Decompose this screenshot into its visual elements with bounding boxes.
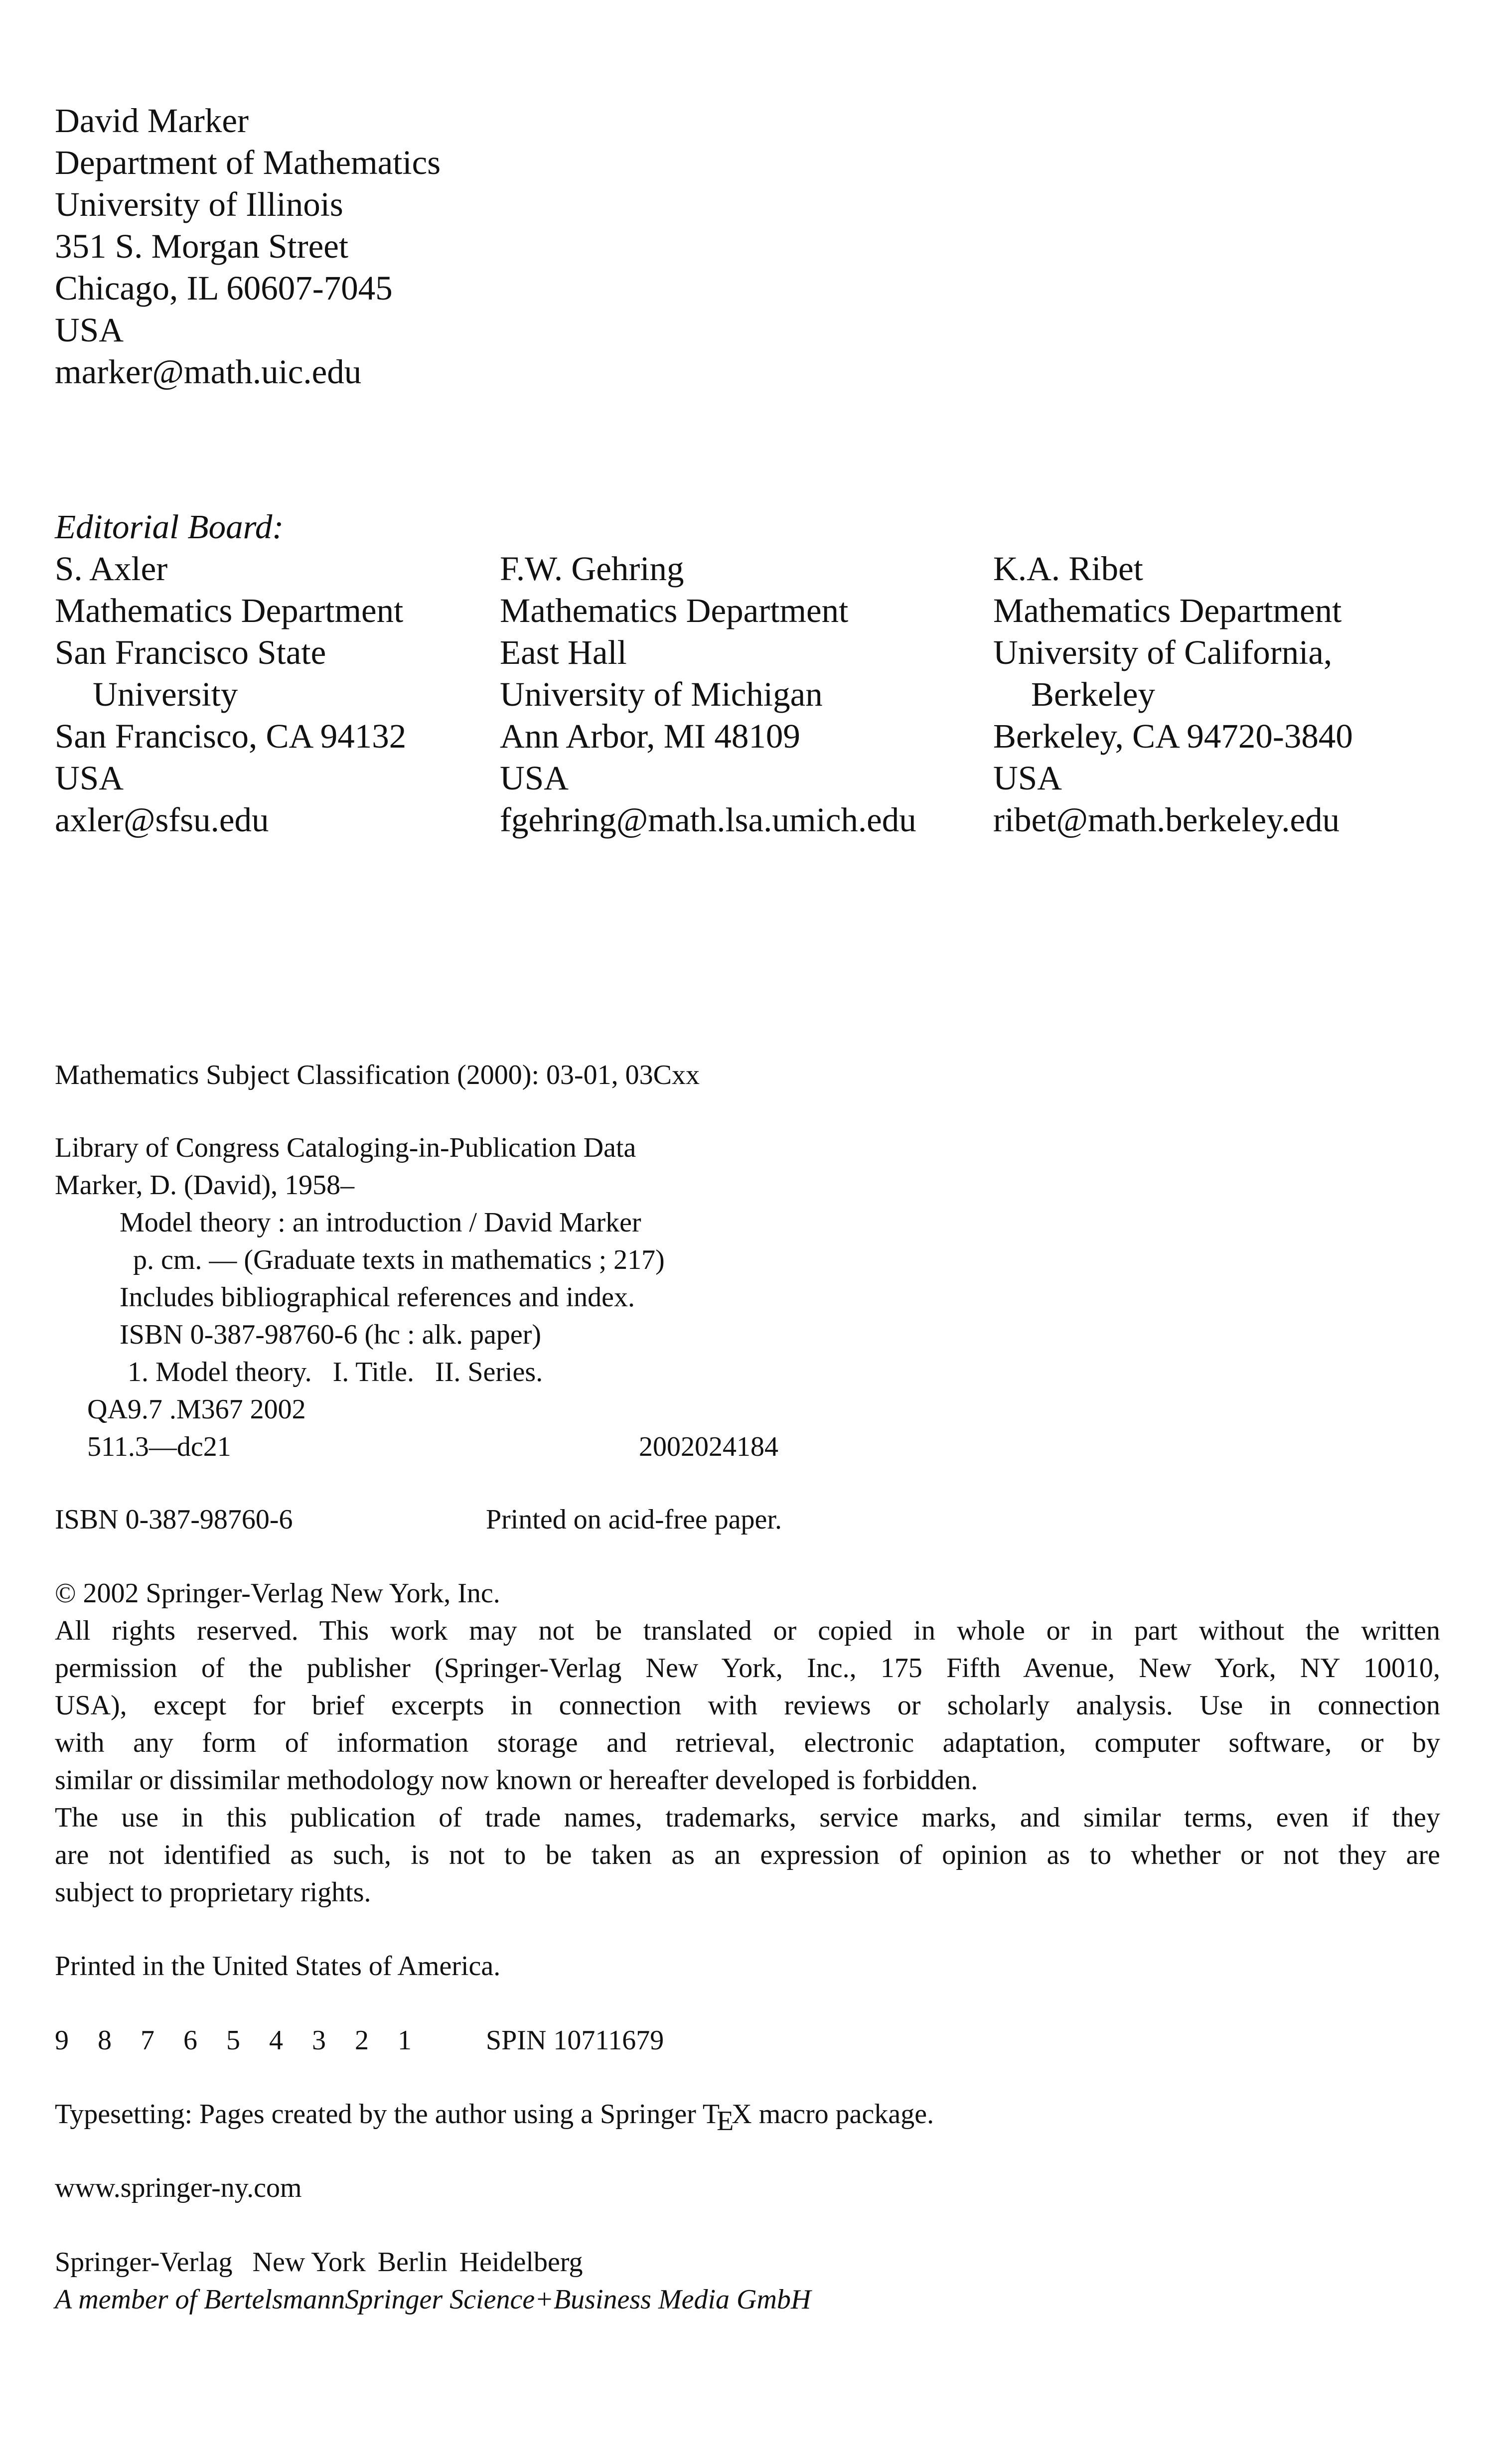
typesetting-before: Typesetting: Pages created by the author using a Springer <box>55 2099 703 2130</box>
isbn-line <box>55 1501 782 1539</box>
printed-in-text: Printed in the United States of America. <box>55 1951 501 1982</box>
typesetting-note <box>55 2096 934 2137</box>
cip-title: Model theory : an introduction / David Marker <box>120 1207 641 1238</box>
editor-name: S. Axler <box>55 550 168 588</box>
publisher-city-new-york: New York <box>252 2247 366 2278</box>
editor-city: Ann Arbor, MI 48109 <box>500 717 800 755</box>
author-address <box>55 100 441 393</box>
author-university: University of Illinois <box>55 185 343 223</box>
tex-logo-x: X <box>732 2099 752 2130</box>
editor-institution-cont: University <box>93 675 238 713</box>
cataloging-data <box>55 1129 778 1466</box>
print-run-line <box>55 2022 664 2059</box>
editor-institution: East Hall <box>500 633 627 671</box>
cip-author: Marker, D. (David), 1958– <box>55 1170 355 1201</box>
cip-isbn: ISBN 0-387-98760-6 (hc : alk. paper) <box>120 1319 542 1350</box>
editor-country: USA <box>55 759 124 797</box>
author-street: 351 S. Morgan Street <box>55 227 349 265</box>
typesetting-after: macro package. <box>751 2099 934 2130</box>
msc-text: Mathematics Subject Classification (2000): 03-01, 03Cxx <box>55 1060 700 1090</box>
cip-classification <box>55 1428 778 1466</box>
editor-gehring <box>500 548 916 841</box>
tex-logo-e: E <box>717 2106 734 2137</box>
editor-name: F.W. Gehring <box>500 550 684 588</box>
cip-lccn: 2002024184 <box>639 1431 778 1462</box>
print-run-digits: 9 8 7 6 5 4 3 2 1 <box>55 2025 423 2056</box>
publisher-line <box>55 2244 811 2281</box>
publisher-city-berlin: Berlin <box>377 2247 447 2278</box>
editor-name: K.A. Ribet <box>993 550 1143 588</box>
rights-paragraph-1-line-1: All rights reserved. This work may not be translated or copied in whole or in part without the written <box>55 1615 1440 1646</box>
acid-free-note: Printed on acid-free paper. <box>486 1504 782 1535</box>
subject-classification <box>55 1057 700 1094</box>
editor-institution-cont: University of Michigan <box>500 675 823 713</box>
cip-call-number: QA9.7 .M367 2002 <box>87 1394 306 1425</box>
website <box>55 2169 302 2207</box>
website-url: www.springer-ny.com <box>55 2172 302 2203</box>
author-city: Chicago, IL 60607-7045 <box>55 269 393 307</box>
rights-paragraph-1-line-5: similar or dissimilar methodology now known or hereafter developed is forbidden. <box>55 1765 978 1796</box>
cip-heading: Library of Congress Cataloging-in-Publication Data <box>55 1132 636 1163</box>
cip-subjects: 1. Model theory. I. Title. II. Series. <box>128 1357 543 1387</box>
editor-ribet <box>993 548 1353 841</box>
editor-city: Berkeley, CA 94720-3840 <box>993 717 1353 755</box>
editor-department: Mathematics Department <box>993 592 1342 629</box>
publisher-block <box>55 2244 811 2318</box>
rights-paragraph-1-line-4: with any form of information storage and retrieval, electronic adaptation, computer software, or by <box>55 1727 1440 1758</box>
editor-country: USA <box>993 759 1062 797</box>
editor-department: Mathematics Department <box>500 592 849 629</box>
cip-dewey: 511.3—dc21 <box>87 1431 231 1462</box>
typesetting-text <box>55 2096 934 2137</box>
rights-statement <box>55 1575 1440 1911</box>
editor-country: USA <box>500 759 569 797</box>
cip-series: p. cm. — (Graduate texts in mathematics ; 217) <box>133 1244 665 1275</box>
rights-paragraph-2-line-1: The use in this publication of trade names, trademarks, service marks, and similar terms, even if they <box>55 1802 1440 1833</box>
editor-institution: San Francisco State <box>55 633 326 671</box>
printed-in <box>55 1948 500 1985</box>
publisher-name: Springer-Verlag <box>55 2247 233 2278</box>
publisher-member: A member of BertelsmannSpringer Science+Business Media GmbH <box>55 2284 811 2315</box>
author-country: USA <box>55 311 124 349</box>
editor-email: axler@sfsu.edu <box>55 801 269 839</box>
spin-number: SPIN 10711679 <box>486 2025 664 2056</box>
editor-department: Mathematics Department <box>55 592 404 629</box>
copyright-line: © 2002 Springer-Verlag New York, Inc. <box>55 1578 500 1609</box>
editor-email: fgehring@math.lsa.umich.edu <box>500 801 916 839</box>
author-name: David Marker <box>55 102 249 140</box>
author-email: marker@math.uic.edu <box>55 353 362 391</box>
publisher-city-heidelberg: Heidelberg <box>459 2247 583 2278</box>
editor-axler <box>55 548 406 841</box>
editor-institution-cont: Berkeley <box>1031 675 1156 713</box>
editorial-board-heading: Editorial Board: <box>55 508 284 546</box>
isbn-number: ISBN 0-387-98760-6 <box>55 1504 293 1535</box>
editor-email: ribet@math.berkeley.edu <box>993 801 1340 839</box>
cip-bibliography: Includes bibliographical references and index. <box>120 1282 635 1313</box>
editor-city: San Francisco, CA 94132 <box>55 717 407 755</box>
rights-paragraph-2-line-2: are not identified as such, is not to be taken as an expression of opinion as to whether or not they are <box>55 1840 1440 1870</box>
editor-institution: University of California, <box>993 633 1333 671</box>
tex-logo <box>702 2099 752 2137</box>
tex-logo-t: T <box>702 2099 720 2130</box>
rights-paragraph-1-line-2: permission of the publisher (Springer-Verlag New York, Inc., 175 Fifth Avenue, New York, NY 10010, <box>55 1653 1440 1684</box>
rights-paragraph-2-line-3: subject to proprietary rights. <box>55 1877 371 1908</box>
rights-paragraph-1-line-3: USA), except for brief excerpts in connection with reviews or scholarly analysis. Use in connection <box>55 1690 1440 1721</box>
author-department: Department of Mathematics <box>55 144 441 181</box>
